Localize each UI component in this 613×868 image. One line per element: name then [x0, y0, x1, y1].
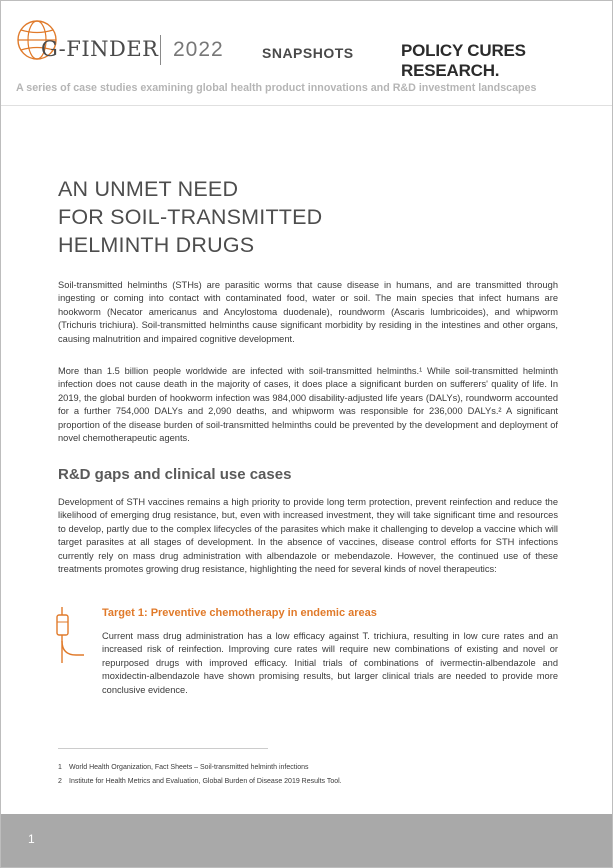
section-label: SNAPSHOTS	[262, 45, 354, 61]
title-line-1: AN UNMET NEED	[58, 177, 239, 201]
page-footer	[1, 814, 612, 867]
header-divider	[1, 105, 612, 106]
page-header	[1, 1, 612, 109]
iv-drip-icon	[56, 607, 86, 663]
footnote-text: Institute for Health Metrics and Evaluation, Global Burden of Disease 2019 Results Tool.	[69, 778, 342, 785]
brand-divider	[160, 35, 161, 65]
paragraph-target-1: Current mass drug administration has a low efficacy against T. trichiura, resulting in low cure rates and an increased risk of reinfection. Improving cure rates will require new combinations of existing and novel or repurposed drugs with improved efficacy. Initial trials of combinations of ivermectin-albendazole and moxidectin-albendazole have shown promising results, but larger clinical trials are needed to provide more conclusive evidence.	[102, 631, 558, 695]
title-line-3: HELMINTH DRUGS	[58, 233, 255, 257]
section-heading: R&D gaps and clinical use cases	[58, 466, 292, 483]
footnote-item	[58, 775, 342, 789]
footnote-number: 2	[58, 778, 62, 785]
tagline: A series of case studies examining global health product innovations and R&D investment landscapes	[16, 82, 537, 94]
title-line-2: FOR SOIL-TRANSMITTED	[58, 205, 323, 229]
brand-year: 2022	[173, 38, 224, 61]
footnote-text: World Health Organization, Fact Sheets – Soil-transmitted helminth infections	[69, 764, 309, 771]
page-title	[58, 175, 322, 259]
brand-name: G-FINDER	[41, 37, 159, 61]
footnote-number: 1	[58, 764, 62, 771]
paragraph-burden: More than 1.5 billion people worldwide are infected with soil-transmitted helminths.¹ While soil-transmitted helminth infection does not cause death in the majority of cases, it does place a significant burden on sufferers' quality of life. In 2019, the global burden of hookworm infection was 984,000 disability-adjusted life years (DALYs), roundworm accounted for a further 754,000 DALYs and 2,090 deaths, and whipworm was responsible for 236,000 DALYs.² A significant proportion of the disease burden of soil-transmitted helminths could be prevented by the development and deployment of novel chemotherapeutic agents.	[58, 366, 558, 444]
publisher-logo: POLICY CURES RESEARCH.	[401, 41, 526, 80]
paragraph-intro: Soil-transmitted helminths (STHs) are parasitic worms that cause disease in humans, and are transmitted through ingesting or coming into contact with contaminated food, water or soil. The main species that infect humans are hookworm (Necator americanus and Ancylostoma duodenale), roundworm (Ascaris lumbricoides), and whipworm (Trichuris trichiura). Soil-transmitted helminths cause significant morbidity by residing in the intestines and other organs, causing malnutrition and impaired cognitive development.	[58, 280, 558, 344]
target-heading: Target 1: Preventive chemotherapy in endemic areas	[102, 607, 377, 619]
footnote-divider	[58, 748, 268, 749]
paragraph-rd-gaps: Development of STH vaccines remains a high priority to provide long term protection, prevent reinfection and reduce the likelihood of emerging drug resistance, but, even with increased investment, they will take significant time and resources to develop, partly due to the complex lifecycles of the parasites which make it challenging to develop a vaccine which will target parasites at all stages of development. In the absence of vaccines, disease control efforts for STH infections currently rely on mass drug administration with albendazole or mebendazole. However, the continued use of these treatments promotes growing drug resistance, highlighting the need for several kinds of novel therapeutics:	[58, 497, 558, 575]
footnote-item	[58, 761, 342, 775]
page-number: 1	[28, 832, 35, 846]
footnotes	[58, 761, 342, 789]
